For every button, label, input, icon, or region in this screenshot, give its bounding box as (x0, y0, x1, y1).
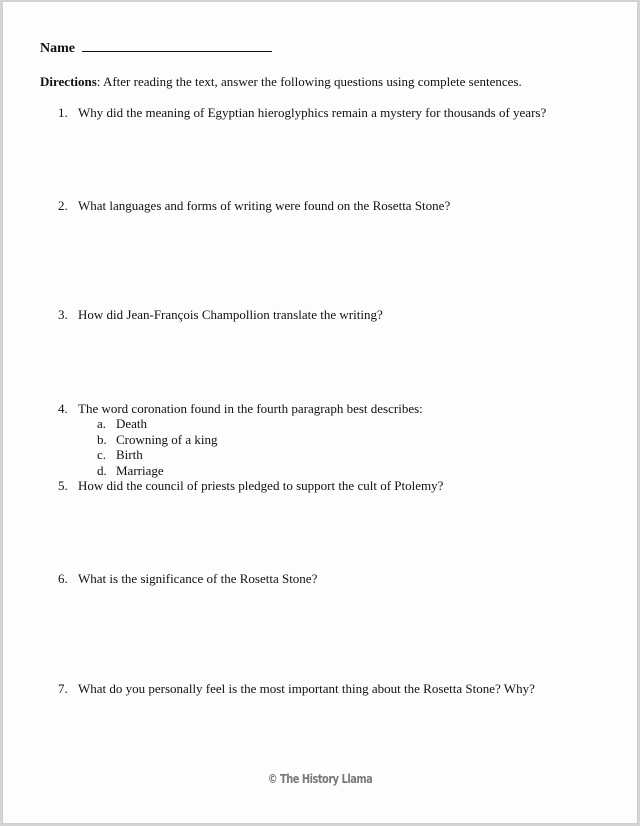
question-text: What is the significance of the Rosetta Stone? (78, 571, 318, 586)
question-text: Why did the meaning of Egyptian hieroglyphics remain a mystery for thousands of years? (78, 105, 547, 120)
question-2: 2. What languages and forms of writing were found on the Rosetta Stone? (58, 198, 451, 213)
option-a: a. Death (97, 416, 148, 431)
question-text: What do you personally feel is the most important thing about the Rosetta Stone? Why? (78, 681, 535, 696)
question-6: 6. What is the significance of the Rosetta Stone? (58, 571, 318, 586)
question-text: What languages and forms of writing were found on the Rosetta Stone? (78, 198, 451, 213)
directions-label: Directions (40, 74, 97, 89)
directions-text: : After reading the text, answer the following questions using complete sentences. (96, 74, 522, 89)
question-7: 7. What do you personally feel is the most important thing about the Rosetta Stone? Why? (58, 681, 535, 696)
question-text: How did Jean-François Champollion translate the writing? (78, 307, 383, 322)
question-3: 3. How did Jean-François Champollion translate the writing? (58, 307, 383, 322)
name-blank-line[interactable] (82, 39, 272, 52)
option-d: d. Marriage (97, 463, 164, 478)
name-label: Name (40, 41, 75, 56)
worksheet-page (2, 1, 638, 824)
copyright-footer: © The History Llama (267, 772, 373, 786)
question-text: The word coronation found in the fourth paragraph best describes: (78, 401, 423, 416)
option-c: c. Birth (97, 447, 143, 462)
directions (40, 74, 522, 90)
name-field (40, 39, 272, 57)
question-text: How did the council of priests pledged to support the cult of Ptolemy? (78, 478, 444, 493)
question-5: 5. How did the council of priests pledged to support the cult of Ptolemy? (58, 478, 444, 493)
option-b: b. Crowning of a king (97, 432, 218, 447)
question-4: 4. The word coronation found in the fourth paragraph best describes: (58, 401, 423, 416)
question-1: 1. Why did the meaning of Egyptian hieroglyphics remain a mystery for thousands of years? (58, 105, 547, 120)
